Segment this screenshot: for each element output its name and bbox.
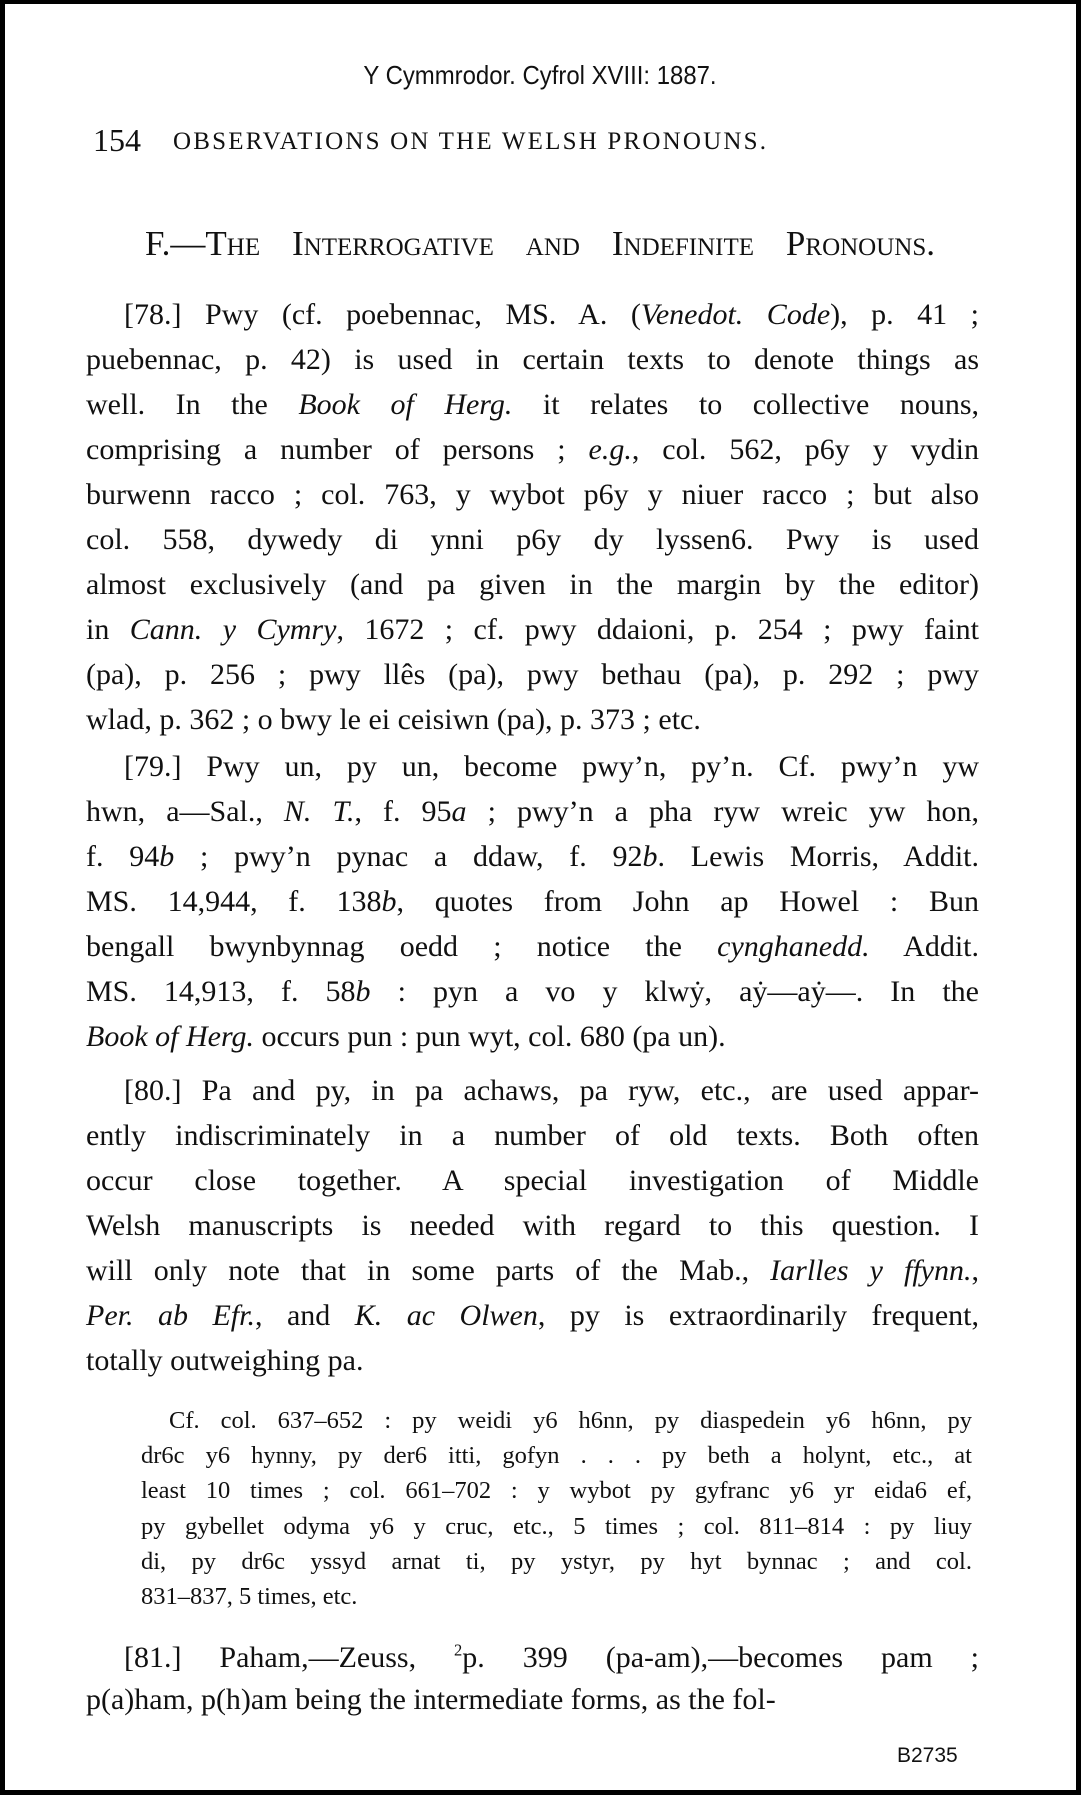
text-segment: py gybellet odyma y6 y cruc, etc., 5 times ; col. 811–814 : py liuy [141,1512,972,1540]
italic-text: Per. ab Efr. [86,1299,255,1332]
document-page [5,4,1076,1790]
italic-text: e.g. [588,433,632,466]
italic-text: a [451,795,467,828]
text-segment: occurs pun : pun wyt, col. 680 (pa un). [254,1020,726,1053]
italic-text: N. T. [283,795,355,828]
text-segment: : pyn a vo y klwẏ, aẏ—aẏ—. In the [370,975,979,1008]
italic-text: Book of Herg. [86,1020,255,1053]
text-segment: in [86,613,130,646]
text-line [86,789,979,834]
italic-text: cynghanedd. [717,930,870,963]
running-head: OBSERVATIONS ON THE WELSH PRONOUNS. [173,128,769,155]
text-line [86,1014,979,1059]
text-segment: , col. 562, p6y y vydin [631,433,979,466]
text-line [141,1403,972,1438]
paragraph-78 [86,292,979,742]
text-segment: Welsh manuscripts is needed with regard to this question. I [86,1209,979,1242]
text-line [86,1203,979,1248]
text-line [86,697,979,742]
text-line [86,1338,979,1383]
text-segment: it relates to collective nouns, [512,388,979,421]
italic-text: Cann. y Cymry [129,613,337,646]
text-segment: , f. 95 [354,795,452,828]
footnote-block [141,1403,972,1614]
text-segment: p(a)ham, p(h)am being the intermediate forms, as the fol- [86,1683,776,1716]
text-segment: almost exclusively (and pa given in the margin by the editor) [86,568,979,601]
text-line [86,292,979,337]
italic-text: b [159,840,175,873]
text-segment: burwenn racco ; col. 763, y wybot p6y y niuer racco ; but also [86,478,979,511]
page-number: 154 [93,122,141,158]
text-line [86,652,979,697]
text-line [86,1158,979,1203]
text-segment: ; pwy’n pynac a ddaw, f. 92 [174,840,643,873]
text-line [86,1113,979,1158]
text-segment: col. 558, dywedy di ynni p6y dy lyssen6. Pwy is used [86,523,979,556]
text-segment: will only note that in some parts of the Mab., [86,1254,771,1287]
italic-text: b [642,840,658,873]
text-segment: [79.] Pwy un, py un, become pwy’n, py’n. Cf. pwy’n yw [124,750,979,783]
italic-text: K. ac Olwen [354,1299,538,1332]
text-segment: , and [254,1299,355,1332]
paragraph-79 [86,744,979,1059]
text-line [86,834,979,879]
text-segment: MS. 14,913, f. 58 [86,975,356,1008]
text-segment: well. In the [86,388,299,421]
text-line [86,1068,979,1113]
text-segment: [80.] Pa and py, in pa achaws, pa ryw, etc., are used appar- [124,1074,979,1107]
text-line [86,1293,979,1338]
text-segment: ; pwy’n a pha ryw wreic yw hon, [466,795,980,828]
text-line [141,1438,972,1473]
text-segment: [78.] Pwy (cf. poebennac, MS. A. ( [124,298,641,331]
text-segment: 831–837, 5 times, etc. [141,1582,358,1610]
italic-text: Iarlles y ffynn. [770,1254,972,1287]
text-segment: totally outweighing pa. [86,1344,364,1377]
text-line [86,607,979,652]
text-segment: , 1672 ; cf. pwy ddaioni, p. 254 ; pwy faint [336,613,979,646]
catalog-id: B2735 [897,1744,958,1767]
text-line [86,924,979,969]
text-segment: Addit. [869,930,979,963]
section-heading: F.—The Interrogative and Indefinite Pronouns. [145,224,935,263]
text-line [86,382,979,427]
text-segment: , py is extraordinarily frequent, [537,1299,980,1332]
text-line [141,1473,972,1508]
text-segment: wlad, p. 362 ; o bwy le ei ceisiwn (pa), p. 373 ; etc. [86,703,701,736]
superscript: 2 [454,1640,463,1660]
text-line [86,1637,979,1679]
text-segment: least 10 times ; col. 661–702 : y wybot py gyfranc y6 yr eida6 ef, [141,1477,972,1505]
italic-text: Venedot. Code [640,298,831,331]
paragraph-80 [86,1068,979,1383]
italic-text: Book of Herg. [298,388,513,421]
text-line [141,1544,972,1579]
italic-text: b [381,885,397,918]
text-line [86,879,979,924]
text-segment: dr6c y6 hynny, py der6 itti, gofyn . . . py beth a holynt, etc., at [141,1442,972,1470]
text-segment: occur close together. A special investigation of Middle [86,1164,979,1197]
text-line [86,1679,979,1721]
text-segment: p. 399 (pa-am),—becomes pam ; [462,1641,979,1674]
text-segment: bengall bwynbynnag oedd ; notice the [86,930,718,963]
text-line [86,517,979,562]
text-line [86,427,979,472]
text-segment: Cf. col. 637–652 : py weidi y6 h6nn, py diaspedein y6 h6nn, py [169,1407,972,1434]
text-line [86,472,979,517]
italic-text: b [355,975,371,1008]
text-segment: (pa), p. 256 ; pwy llês (pa), pwy bethau (pa), p. 292 ; pwy [86,658,979,691]
text-line [86,969,979,1014]
text-segment: ently indiscriminately in a number of old texts. Both often [86,1119,979,1152]
text-segment: puebennac, p. 42) is used in certain texts to denote things as [86,343,979,376]
text-segment: [81.] Paham,—Zeuss, [124,1641,455,1674]
text-segment: MS. 14,944, f. 138 [86,885,382,918]
text-line [86,744,979,789]
text-segment: , quotes from John ap Howel : Bun [396,885,979,918]
text-segment: . Lewis Morris, Addit. [657,840,979,873]
text-line [86,337,979,382]
text-line [141,1579,972,1614]
running-title: Y Cymmrodor. Cyfrol XVIII: 1887. [363,60,717,90]
text-line [141,1509,972,1544]
text-segment: f. 94 [86,840,160,873]
paragraph-81 [86,1637,979,1721]
text-segment: ), p. 41 ; [830,298,980,331]
text-segment: di, py dr6c yssyd arnat ti, py ystyr, py hyt bynnac ; and col. [141,1547,972,1575]
text-segment: comprising a number of persons ; [86,433,589,466]
text-line [86,562,979,607]
text-segment: hwn, a—Sal., [86,795,284,828]
text-line [86,1248,979,1293]
text-segment: , [971,1254,979,1287]
